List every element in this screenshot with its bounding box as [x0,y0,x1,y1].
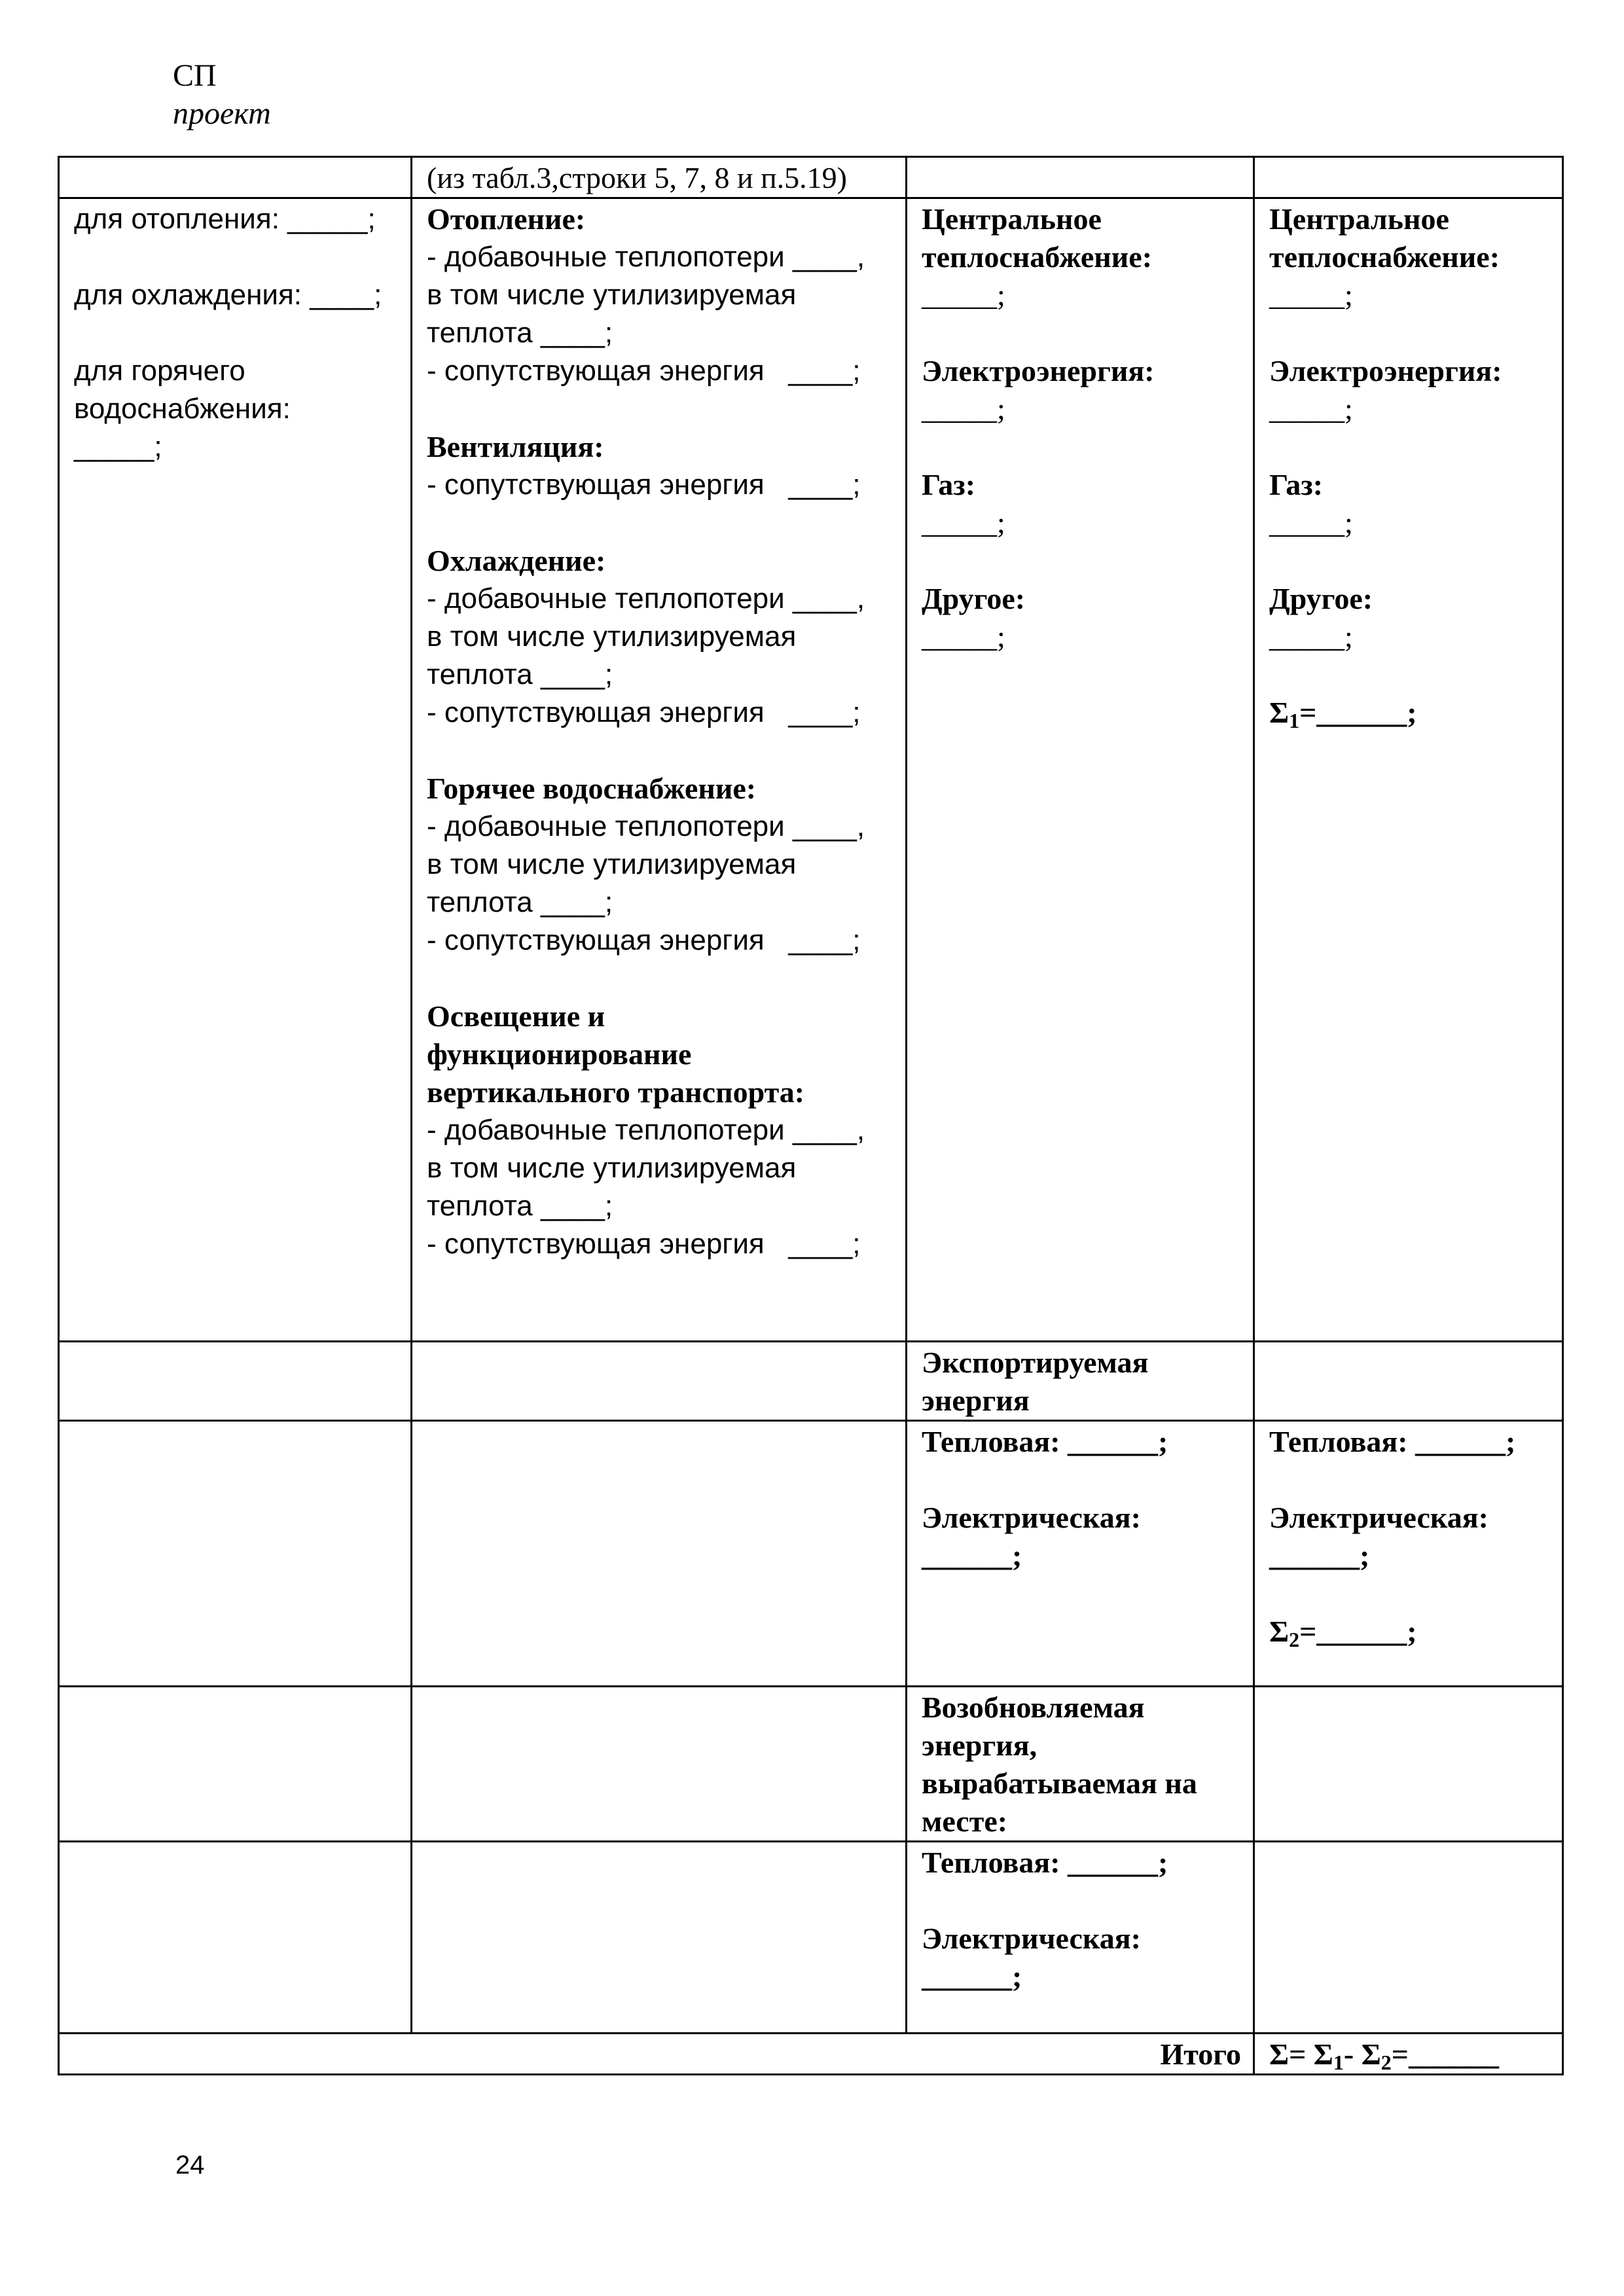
export-electric-line1: Электрическая: [1269,1501,1489,1534]
export-electric-line1: Электрическая: [922,1501,1141,1534]
export-title-cell [907,1342,1254,1421]
other-title: Другое: [1269,582,1373,615]
total-row [59,2034,1563,2075]
add-losses-line: - добавочные теплопотери ____, [427,1114,865,1146]
blank-field: _____; [922,392,1005,425]
export-thermal: Тепловая: ______; [922,1425,1168,1458]
total-value-cell [1254,2034,1563,2075]
export-electric-line2: ______; [922,1539,1022,1572]
blank-field: _____; [1269,620,1353,653]
table-cell [412,1421,907,1687]
renewable-electric-line2: ______; [922,1960,1022,1993]
add-losses-line: - добавочные теплопотери ____, [427,583,865,615]
lighting-title-line3: вертикального транспорта: [427,1075,805,1109]
page-number: 24 [175,2151,205,2179]
renewable-title-line3: вырабатываемая на [922,1767,1197,1800]
central-heat-title-line1: Центральное [1269,202,1449,236]
add-losses-line: - добавочные теплопотери ____, [427,810,865,842]
table-cell [59,157,412,198]
renewable-title-line4: месте: [922,1804,1008,1838]
renewable-values-cell [907,1842,1254,2034]
document-status: проект [173,96,271,131]
table-row [59,198,1563,1342]
accompanying-energy-line: - сопутствующая энергия ____; [427,1228,861,1260]
central-heat-title-line2: теплоснабжение: [1269,240,1500,274]
hot-water-demand-line3: _____; [74,431,162,463]
accompanying-energy-line: - сопутствующая энергия ____; [427,696,861,728]
heat-line: теплота ____; [427,886,613,918]
utilized-line: в том числе утилизируемая [427,279,797,311]
supply-total-cell [1254,198,1563,1342]
table-cell [1254,1687,1563,1842]
blank-field: _____; [922,278,1005,312]
gas-title: Газ: [922,468,976,501]
cooling-title: Охлаждение: [427,544,606,577]
table-cell [59,1421,412,1687]
lighting-title-line1: Освещение и [427,999,605,1033]
central-heat-title-line1: Центральное [922,202,1102,236]
gas-title: Газ: [1269,468,1324,501]
table-row [59,1421,1563,1687]
lighting-title-line2: функционирование [427,1037,692,1071]
heating-title: Отопление: [427,202,586,236]
total-label: Итого [59,2034,1254,2075]
systems-cell [412,198,907,1342]
utilized-line: в том числе утилизируемая [427,620,797,653]
export-title-line1: Экспортируемая [922,1346,1149,1379]
source-reference: (из табл.3,строки 5, 7, 8 и п.5.19) [427,161,848,194]
sigma2-total: $\Sigma_2=\_\_\_\_\_\_$; [1269,1615,1417,1651]
table-cell [59,1842,412,2034]
grand-total: $\Sigma= \Sigma_1-$ $\Sigma_2=\_\_\_\_\_\_$ [1269,2037,1499,2074]
central-heat-title-line2: теплоснабжение: [922,240,1153,274]
export-electric-line2: ______; [1269,1539,1370,1572]
utilized-line: в том числе утилизируемая [427,1152,797,1184]
table-cell [1254,157,1563,198]
other-title: Другое: [922,582,1026,615]
table-cell [412,1687,907,1842]
add-losses-line: - добавочные теплопотери ____, [427,241,865,273]
table-row [59,1342,1563,1421]
heat-line: теплота ____; [427,658,613,691]
document-code: СП [173,58,217,93]
heat-line: теплота ____; [427,317,613,349]
export-total-cell [1254,1421,1563,1687]
blank-field: _____; [1269,278,1353,312]
export-thermal: Тепловая: ______; [1269,1425,1516,1458]
renewable-title-cell [907,1687,1254,1842]
electricity-title: Электроэнергия: [1269,354,1502,387]
renewable-title-line1: Возобновляемая [922,1691,1145,1724]
electricity-title: Электроэнергия: [922,354,1155,387]
sigma1-total: $\Sigma_1=\_\_\_\_\_\_$; [1269,696,1417,732]
accompanying-energy-line: - сопутствующая энергия ____; [427,924,861,956]
table-cell [59,1687,412,1842]
renewable-thermal: Тепловая: ______; [922,1846,1168,1879]
table-row [59,157,1563,198]
hot-water-demand-line1: для горячего [74,355,245,387]
blank-field: _____; [1269,392,1353,425]
table-cell [907,157,1254,198]
accompanying-energy-line: - сопутствующая энергия ____; [427,469,861,501]
table-cell [59,1342,412,1421]
renewable-title-line2: энергия, [922,1729,1038,1762]
export-title-line2: энергия [922,1384,1030,1417]
table-cell [1254,1842,1563,2034]
demand-cell [59,198,412,1342]
energy-balance-table [58,156,1564,2075]
renewable-electric-line1: Электрическая: [922,1922,1141,1955]
accompanying-energy-line: - сопутствующая энергия ____; [427,355,861,387]
table-cell [412,1342,907,1421]
table-row [59,1842,1563,2034]
cooling-demand: для охлаждения: ____; [74,279,382,311]
ventilation-title: Вентиляция: [427,430,604,463]
source-reference-cell [412,157,907,198]
hot-water-demand-line2: водоснабжения: [74,393,291,425]
table-row [59,1687,1563,1842]
blank-field: _____; [922,506,1005,539]
table-cell [412,1842,907,2034]
table-cell [1254,1342,1563,1421]
supply-cell [907,198,1254,1342]
heat-line: теплота ____; [427,1190,613,1222]
heating-demand: для отопления: _____; [74,203,376,235]
blank-field: _____; [1269,506,1353,539]
export-values-cell [907,1421,1254,1687]
blank-field: _____; [922,620,1005,653]
hot-water-title: Горячее водоснабжение: [427,772,757,805]
utilized-line: в том числе утилизируемая [427,848,797,880]
